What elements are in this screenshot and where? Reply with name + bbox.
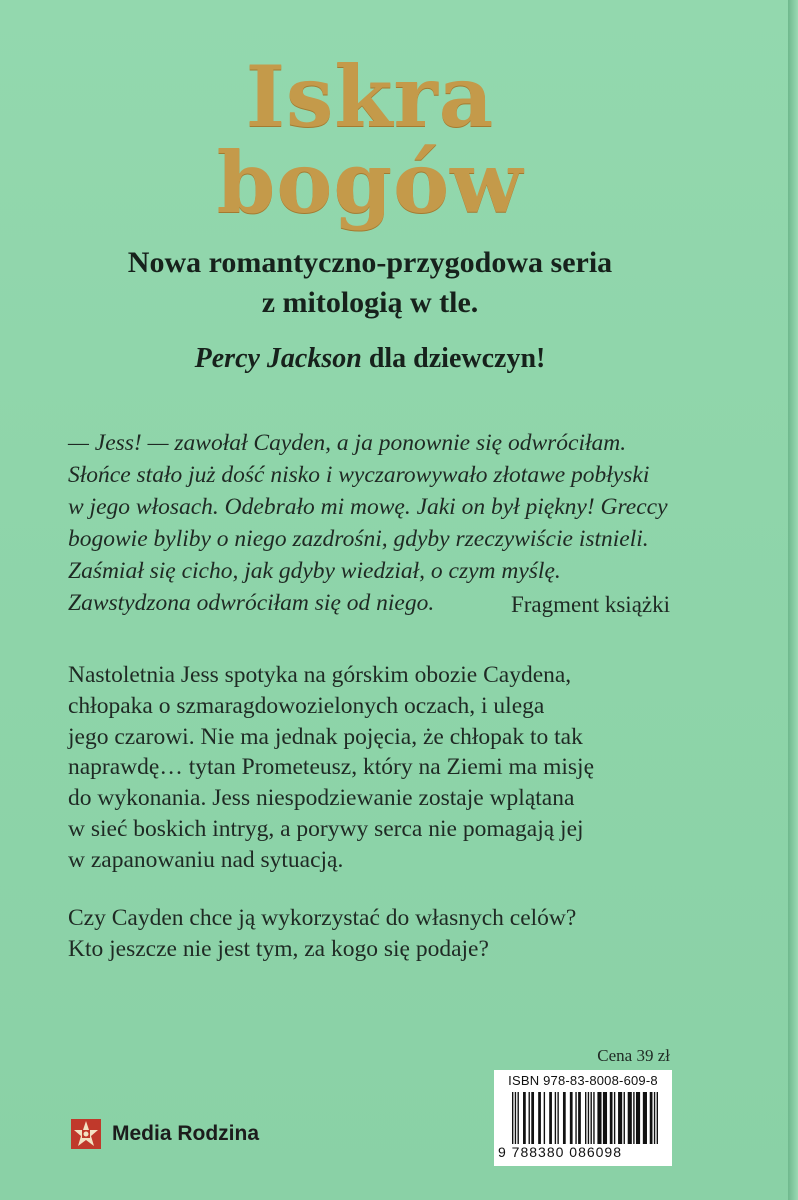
book-excerpt [68, 427, 698, 619]
description-line: do wykonania. Jess niespodziewanie zostaje wplątana [68, 785, 575, 812]
cover-edge [788, 0, 798, 1200]
barcode-bar [585, 1092, 586, 1144]
barcode-bar [588, 1092, 589, 1144]
barcode-bar [654, 1092, 655, 1144]
barcode-bar [575, 1092, 576, 1144]
barcode-bar [643, 1092, 647, 1144]
barcode-bar [624, 1092, 625, 1144]
subtitle-rest: dla dziewczyn! [361, 343, 546, 374]
barcode-bar [555, 1092, 556, 1144]
barcode-bars [510, 1092, 660, 1144]
description-line: chłopaka o szmaragdowozielonych oczach, i ulega [68, 692, 545, 719]
publisher-name: Media Rodzina [112, 1122, 260, 1145]
barcode-bar [518, 1092, 519, 1144]
barcode-bar [636, 1092, 640, 1144]
price-label: Cena 39 zł [597, 1046, 670, 1065]
excerpt-line: Zawstydzona odwróciłam się od niego. [68, 590, 435, 616]
barcode-bar [529, 1092, 530, 1144]
barcode-bar [628, 1092, 632, 1144]
description-line: jego czarowi. Nie ma jednak pojęcia, że chłopak to tak [68, 723, 583, 750]
barcode-bar [650, 1092, 653, 1144]
barcode-bar [549, 1092, 552, 1144]
barcode-bar [578, 1092, 581, 1144]
barcode-bar [563, 1092, 566, 1144]
ean-digits: 9 788380 086098 [498, 1144, 622, 1160]
tagline-line-2: z mitologią w tle. [261, 286, 479, 319]
barcode-bar [603, 1092, 607, 1144]
barcode-bar [618, 1092, 622, 1144]
description-line: Kto jeszcze nie jest tym, za kogo się podaje? [68, 935, 489, 962]
barcode-bar [597, 1092, 601, 1144]
description-line: w sieć boskich intryg, a porywy serca nie pomagają jej [68, 815, 584, 842]
barcode-bar [512, 1092, 513, 1144]
isbn-barcode [494, 1070, 672, 1166]
excerpt-attribution: Fragment książki [510, 592, 670, 617]
tagline-line-1: Nowa romantyczno-przygodowa seria [127, 246, 613, 279]
description-line: Czy Cayden chce ją wykorzystać do własnych celów? [68, 905, 577, 931]
barcode-bar [523, 1092, 526, 1144]
barcode-bar [633, 1092, 634, 1144]
subtitle-emphasis: Percy Jackson [194, 343, 362, 374]
barcode-bar [570, 1092, 573, 1144]
barcode-bar [593, 1092, 594, 1144]
description-paragraph-2 [68, 903, 708, 965]
book-title-line-1: Iskra [245, 47, 495, 146]
description-line: Nastoletnia Jess spotyka na górskim obozie Caydena, [68, 662, 572, 688]
description-line: w zapanowaniu nad sytuacją. [68, 846, 344, 873]
isbn-label: ISBN 978-83-8008-609-8 [508, 1073, 658, 1088]
barcode-bar [610, 1092, 613, 1144]
excerpt-line: bogowie byliby o niego zazdrośni, gdyby rzeczywiście istnieli. [68, 526, 649, 552]
barcode-bar [657, 1092, 658, 1144]
description-paragraph-1 [68, 660, 708, 876]
barcode-bar [591, 1092, 592, 1144]
barcode-bar [614, 1092, 615, 1144]
excerpt-line: Zaśmiał się cicho, jak gdyby wiedział, o czym myślę. [68, 558, 561, 584]
subtitle [0, 343, 740, 375]
excerpt-line: w jego włosach. Odebrało mi mowę. Jaki on był piękny! Greccy [68, 494, 668, 520]
publisher-logo-block [70, 1117, 259, 1151]
barcode-bar [544, 1092, 545, 1144]
barcode-bar [557, 1092, 558, 1144]
description-line: naprawdę… tytan Prometeusz, który na Ziemi ma misję [68, 754, 594, 781]
barcode-bar [531, 1092, 534, 1144]
barcode-bar [538, 1092, 541, 1144]
barcode-bar [515, 1092, 516, 1144]
publisher-logo-icon [70, 1118, 102, 1150]
book-title-line-2: bogów [216, 133, 524, 232]
excerpt-line: — Jess! — zawołał Cayden, a ja ponownie się odwróciłam. [68, 430, 627, 456]
excerpt-line: Słońce stało już dość nisko i wyczarowywało złotawe pobłyski [68, 462, 650, 488]
